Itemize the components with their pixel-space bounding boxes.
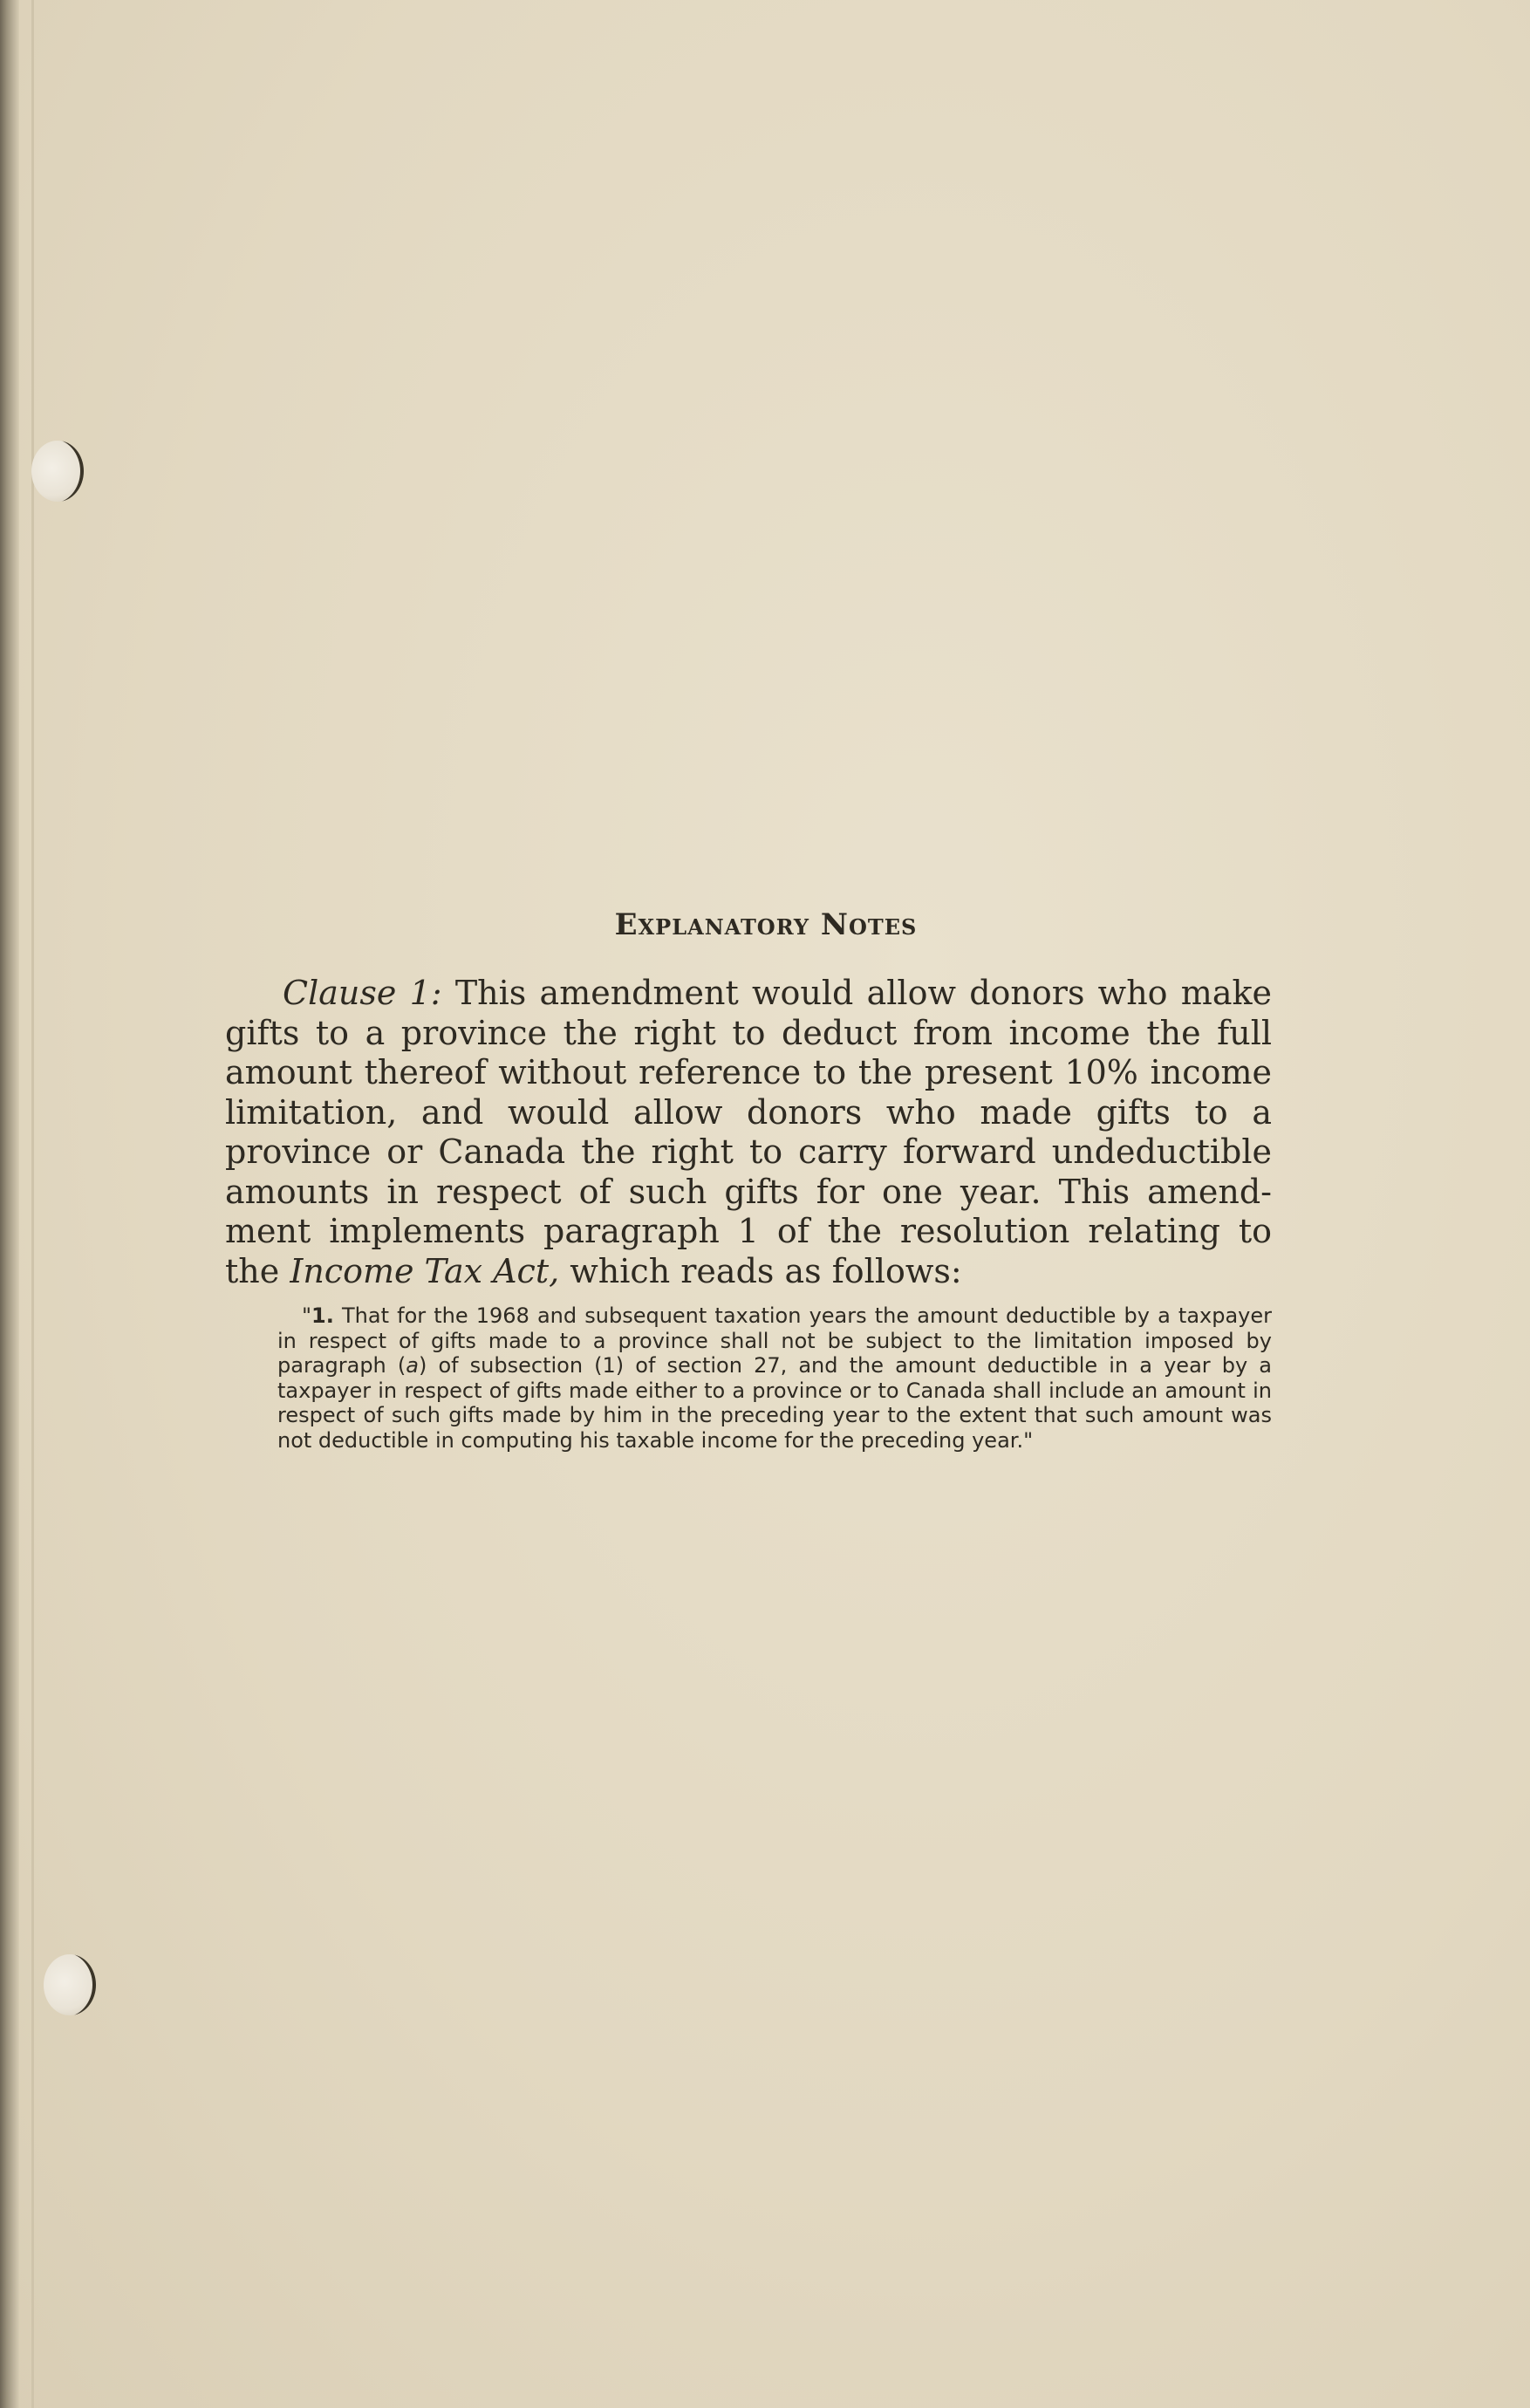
binding-edge — [0, 0, 19, 2408]
clause-1-paragraph — [225, 974, 1272, 1291]
punch-hole-bottom — [44, 1954, 96, 2015]
quote-text-2: ) of subsection (1) of section 27, and the amount deductible in a year by a taxpayer in respect of gifts made either to a province or to Canada shall include an amount in respect of such gifts made by him in the preceding year to the extent that such amount was not deductible in computing his taxable income for the preceding year." — [277, 1353, 1272, 1453]
explanatory-notes — [225, 907, 1272, 1453]
quote-number: 1. — [311, 1303, 334, 1328]
clause-body-part2: which reads as follows: — [559, 1251, 962, 1290]
punch-hole-top — [31, 441, 84, 502]
resolution-quote — [277, 1303, 1272, 1453]
binding-line — [31, 0, 34, 2408]
quote-open-mark: " — [302, 1303, 312, 1328]
clause-body-part1: This amendment would allow donors who make gifts to a province the right to deduct from income the full amount thereof without reference to the present 10% income limitation, and would allow donors who made gifts to a province or Canada the right to carry forward undeductible amounts in respect of such gifts for one year. This amend-ment implements paragraph 1 of the resolution relating to the — [225, 974, 1273, 1290]
act-name: Income Tax Act, — [290, 1251, 560, 1290]
quote-paragraph-letter: a — [406, 1353, 419, 1378]
quote-text-1: That for the 1968 and subsequent taxation years the amount deductible by a taxpayer in respect of gifts made to a province shall not be subject to the limitation imposed by paragraph ( — [277, 1303, 1272, 1378]
notes-heading: Explanatory Notes — [614, 907, 918, 942]
clause-label: Clause 1: — [283, 974, 442, 1012]
